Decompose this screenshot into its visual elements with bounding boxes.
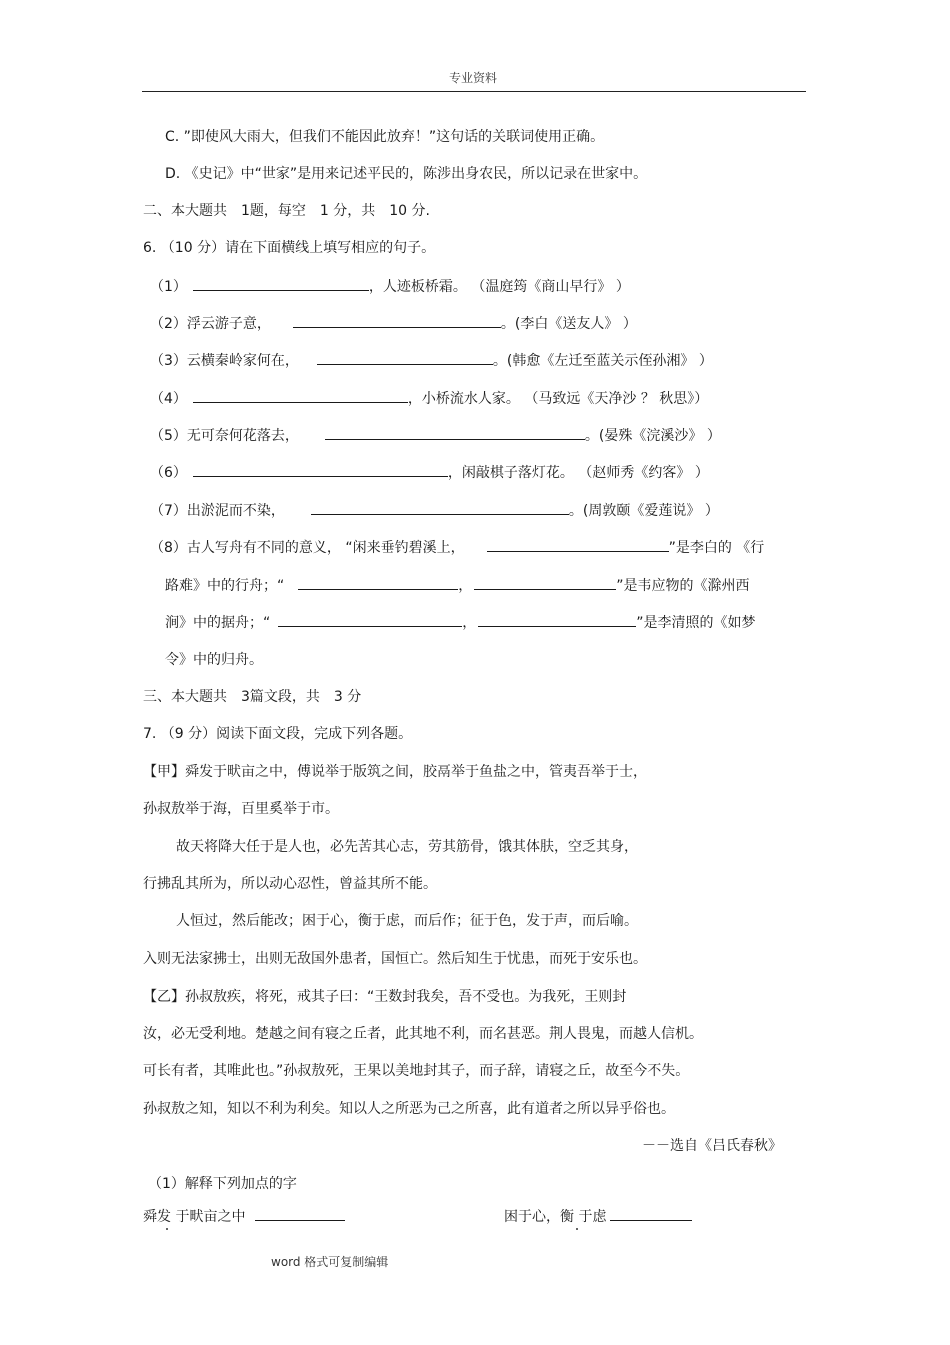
item-2-before: （2）浮云游子意， bbox=[150, 316, 271, 332]
item-2-after: 。(李白《送友人》 ） bbox=[500, 316, 637, 332]
answer-blank-7[interactable] bbox=[311, 501, 569, 515]
question-6: 6. （10 分）请在下面横线上填写相应的句子。 bbox=[143, 240, 436, 256]
item-7-after: 。(周敦颐《爱莲说》 ） bbox=[568, 503, 719, 519]
item-8-l1-b: ”是李白的 《行 bbox=[668, 540, 765, 556]
item-1-after: ，人迹板桥霜。 （温庭筠《商山早行》 ） bbox=[368, 279, 630, 295]
answer-blank-8c[interactable] bbox=[474, 576, 616, 590]
item-1 bbox=[150, 277, 630, 296]
passage-yi-line-3: 可长有者，其唯此也。”孙叔敖死，王果以美地封其子，而子辞，请寝之丘，故至今不失。 bbox=[143, 1063, 690, 1079]
item-8-line-1 bbox=[150, 538, 764, 557]
item-4-num: （4） bbox=[150, 391, 187, 407]
answer-blank-8d[interactable] bbox=[278, 613, 462, 627]
option-d: D. 《史记》中“世家”是用来记述平民的，陈涉出身农民，所以记录在世家中。 bbox=[165, 166, 648, 182]
word-b-text: 困于心，衡 于虑 bbox=[504, 1209, 607, 1225]
item-5 bbox=[150, 426, 721, 445]
passage-jia-line-1: 【甲】舜发于畎亩之中，傅说举于版筑之间，胶鬲举于鱼盐之中，管夷吾举于士， bbox=[143, 764, 647, 780]
emphasis-dot-b bbox=[576, 1228, 578, 1230]
item-4 bbox=[150, 389, 708, 408]
passage-yi-line-4: 孙叔敖之知，知以不利为利矣。知以人之所恶为己之所喜，此有道者之所以异乎俗也。 bbox=[143, 1101, 675, 1117]
section3-heading: 三、本大题共 3篇文段，共 3 分 bbox=[143, 689, 362, 705]
passage-jia-line-5: 人恒过，然后能改；困于心，衡于虑，而后作；征于色，发于声，而后喻。 bbox=[176, 913, 638, 929]
item-8-l2-comma: ， bbox=[458, 578, 473, 594]
option-c: C. ”即使风大雨大，但我们不能因此放弃！”这句话的关联词使用正确。 bbox=[165, 129, 605, 145]
answer-blank-5[interactable] bbox=[325, 426, 585, 440]
item-6-num: （6） bbox=[150, 465, 187, 481]
item-1-num: （1） bbox=[150, 279, 187, 295]
subquestion-1: （1）解释下列加点的字 bbox=[148, 1176, 297, 1192]
passage-jia-line-4: 行拂乱其所为，所以动心忍性，曾益其所不能。 bbox=[143, 876, 437, 892]
page-header-title: 专业资料 bbox=[449, 71, 498, 85]
answer-blank-8b[interactable] bbox=[298, 576, 458, 590]
passage-yi-line-2: 汝，必无受利地。楚越之间有寝之丘者，此其地不利，而名甚恶。荆人畏鬼，而越人信机。 bbox=[143, 1026, 703, 1042]
item-8-l2-a: 路难》中的行舟；“ bbox=[165, 578, 285, 594]
item-5-before: （5）无可奈何花落去， bbox=[150, 428, 299, 444]
item-7-before: （7）出淤泥而不染， bbox=[150, 503, 285, 519]
answer-blank-word-b[interactable] bbox=[610, 1207, 692, 1221]
question-7: 7. （9 分）阅读下面文段，完成下列各题。 bbox=[143, 726, 413, 742]
answer-blank-word-a[interactable] bbox=[255, 1207, 345, 1221]
passage-yi-line-1: 【乙】孙叔敖疾，将死，戒其子曰：“王数封我矣，吾不受也。为我死，王则封 bbox=[143, 989, 627, 1005]
word-a bbox=[143, 1207, 345, 1226]
answer-blank-2[interactable] bbox=[293, 314, 501, 328]
answer-blank-4[interactable] bbox=[193, 389, 408, 403]
item-3-after: 。(韩愈《左迁至蓝关示侄孙湘》 ） bbox=[492, 353, 713, 369]
item-7 bbox=[150, 501, 719, 520]
source-attribution: －－选自《吕氏春秋》 bbox=[642, 1138, 782, 1154]
answer-blank-3[interactable] bbox=[317, 351, 493, 365]
item-8-line-2 bbox=[165, 576, 750, 595]
answer-blank-1[interactable] bbox=[193, 277, 369, 291]
word-b bbox=[504, 1207, 692, 1226]
answer-blank-6[interactable] bbox=[193, 463, 448, 477]
answer-blank-8a[interactable] bbox=[487, 538, 669, 552]
answer-blank-8e[interactable] bbox=[478, 613, 636, 627]
item-3-before: （3）云横秦岭家何在， bbox=[150, 353, 299, 369]
section2-heading: 二、本大题共 1题，每空 1 分，共 10 分. bbox=[143, 203, 430, 219]
item-8-l3-comma: ， bbox=[462, 615, 477, 631]
header-rule bbox=[142, 91, 806, 92]
passage-jia-line-6: 入则无法家拂士，出则无敌国外患者，国恒亡。然后知生于忧患，而死于安乐也。 bbox=[143, 951, 647, 967]
emphasis-dot-a bbox=[166, 1228, 168, 1230]
item-8-l3-a: 涧》中的据舟；“ bbox=[165, 615, 271, 631]
item-5-after: 。(晏殊《浣溪沙》 ） bbox=[584, 428, 721, 444]
passage-jia-line-3: 故天将降大任于是人也，必先苦其心志，劳其筋骨，饿其体肤，空乏其身， bbox=[176, 839, 638, 855]
item-2 bbox=[150, 314, 637, 333]
item-8-l1-a: （8）古人写舟有不同的意义， “闲来垂钓碧溪上， bbox=[150, 540, 465, 556]
item-3 bbox=[150, 351, 713, 370]
item-8-l2-b: ”是韦应物的《滁州西 bbox=[616, 578, 750, 594]
item-8-l3-b: ”是李清照的《如梦 bbox=[636, 615, 756, 631]
item-8-line-3 bbox=[165, 613, 756, 632]
item-8-line-4: 令》中的归舟。 bbox=[165, 652, 263, 668]
page-footer: word 格式可复制编辑 bbox=[271, 1255, 389, 1269]
passage-jia-line-2: 孙叔敖举于海，百里奚举于市。 bbox=[143, 801, 339, 817]
word-a-text: 舜发 于畎亩之中 bbox=[143, 1209, 246, 1225]
item-6 bbox=[150, 463, 709, 482]
item-6-after: ，闲敲棋子落灯花。 （赵师秀《约客》 ） bbox=[447, 465, 709, 481]
item-4-after: ，小桥流水人家。 （马致远《天净沙 ？ 秋思》） bbox=[407, 391, 709, 407]
